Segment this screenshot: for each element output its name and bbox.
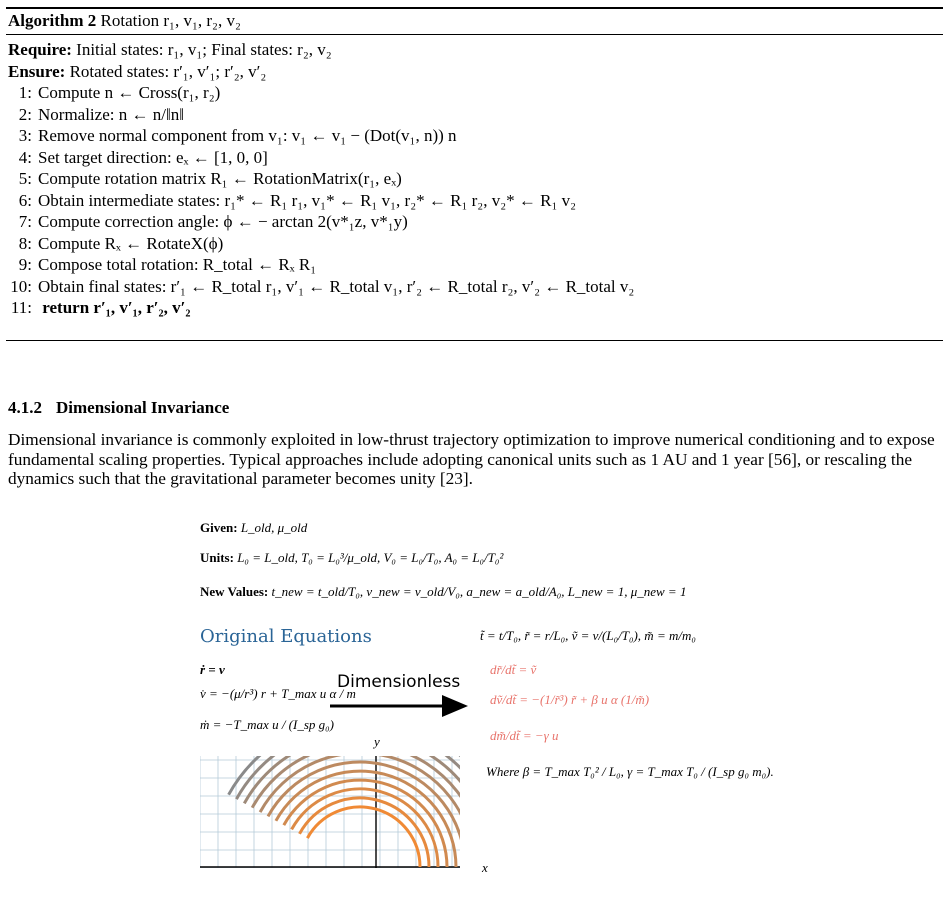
title-rule — [6, 34, 943, 35]
where-definitions: Where β = T_max T₀² / L₀, γ = T_max T₀ / (I_sp g₀ m₀). — [486, 764, 774, 779]
y-axis-label: y — [374, 734, 380, 749]
section-number: 4.1.2 — [8, 398, 42, 417]
step-text: Obtain intermediate states: r₁* ← R₁ r₁, v₁* ← R₁ v₁, r₂* ← R₁ r₂, v₂* ← R₁ v₂ — [38, 190, 577, 210]
algorithm-step — [8, 82, 634, 104]
step-number: 2: — [18, 104, 32, 124]
algorithm-name: Rotation r₁, v₁, r₂, v₂ — [100, 11, 241, 30]
step-number: 5: — [18, 169, 32, 188]
step-number: 3: — [18, 126, 32, 145]
new-values-row — [200, 584, 686, 600]
algorithm-title — [8, 11, 241, 31]
original-eq-mass: ṁ = −T_max u / (I_sp g₀) — [200, 717, 334, 732]
scaling-definitions: t̃ = t/T₀, r̃ = r/L₀, ṽ = v/(L₀/T₀), m̃ = m/m₀ — [480, 628, 696, 643]
section-heading — [8, 398, 243, 418]
given-label: Given: — [200, 520, 238, 535]
section-title: Dimensional Invariance — [56, 398, 230, 417]
step-text: Compose total rotation: R_total ← Rₓ R₁ — [38, 255, 317, 274]
original-eq-position: ṙ = v — [200, 662, 225, 677]
algorithm-step — [8, 211, 634, 233]
algorithm-step — [8, 104, 634, 126]
dimensionless-eq-mass: dm̃/dt̃ = −γ u — [490, 728, 559, 743]
algorithm-steps — [8, 82, 634, 297]
units-text: L₀ = L_old, T₀ = L₀³/μ_old, V₀ = L₀/T₀, A₀ = L₀/T₀² — [237, 550, 504, 565]
require-keyword: Require: — [8, 40, 72, 59]
dimensionless-eq-velocity: dṽ/dt̃ = −(1/r̃³) r̃ + β u α (1/m̃) — [490, 692, 650, 707]
dimensionless-label: Dimensionless — [337, 672, 461, 692]
algorithm-step — [8, 125, 634, 147]
algorithm-label: Algorithm 2 — [8, 11, 97, 30]
bottom-rule — [6, 340, 943, 341]
units-row — [200, 550, 503, 566]
step-number: 1: — [18, 83, 32, 102]
x-axis-label: x — [482, 860, 488, 875]
trajectory-plot — [200, 756, 460, 868]
return-keyword: return — [42, 298, 90, 317]
step-number: 6: — [18, 190, 32, 210]
given-row — [200, 520, 307, 536]
step-text: Normalize: n ← n/‖n‖ — [38, 104, 184, 124]
return-text: r′₁, v′₁, r′₂, v′₂ — [93, 298, 191, 317]
new-values-text: t_new = t_old/T₀, v_new = v_old/V₀, a_new = a_old/A₀, L_new = 1, μ_new = 1 — [271, 584, 687, 599]
step-text: Set target direction: eₓ ← [1, 0, 0] — [38, 147, 268, 167]
figure — [190, 512, 774, 882]
section-paragraph: Dimensional invariance is commonly exploited in low-thrust trajectory optimization to improve numerical conditioning and to expose fundamental scaling properties. Typical approaches include adopting canonical units such as 1 AU and 1 year [56], or rescaling the dynamics such that the gravitational parameter becomes unity [23]. — [8, 430, 935, 488]
step-text: Remove normal component from v₁: v₁ ← v₁ − (Dot(v₁, n)) n — [38, 126, 457, 145]
transform-arrow — [330, 692, 470, 722]
units-label: Units: — [200, 550, 234, 565]
step-text: Compute correction angle: ϕ ← − arctan 2(v*₁z, v*₁y) — [38, 212, 408, 231]
original-equations-title: Original Equations — [200, 626, 372, 647]
step-text: Compute n ← Cross(r₁, r₂) — [38, 83, 221, 102]
step-number: 7: — [18, 212, 32, 231]
step-text: Compute rotation matrix R₁ ← RotationMatrix(r₁, eₓ) — [38, 169, 402, 188]
ensure-keyword: Ensure: — [8, 61, 66, 81]
require-line — [8, 39, 634, 61]
algorithm-step — [8, 147, 634, 169]
step-number: 4: — [18, 147, 32, 167]
return-number: 11: — [10, 298, 32, 317]
algorithm-step — [8, 168, 634, 190]
return-line — [8, 297, 634, 319]
step-number: 9: — [18, 255, 32, 274]
require-text: Initial states: r₁, v₁; Final states: r₂, v₂ — [76, 40, 332, 59]
step-number: 8: — [18, 233, 32, 253]
algorithm-step — [8, 190, 634, 212]
new-values-label: New Values: — [200, 584, 269, 599]
given-text: L_old, μ_old — [240, 520, 308, 535]
dimensionless-eq-position: dr̃/dt̃ = ṽ — [490, 662, 537, 677]
trajectory-arc — [307, 807, 420, 867]
algorithm-step — [8, 233, 634, 255]
original-eq-velocity: v̇ = −(μ/r³) r + T_max u α / m — [200, 686, 356, 701]
step-text: Compute Rₓ ← RotateX(ϕ) — [38, 233, 224, 253]
algorithm-step — [8, 276, 634, 298]
algorithm-step — [8, 254, 634, 276]
step-text: Obtain final states: r′₁ ← R_total r₁, v′₁ ← R_total v₁, r′₂ ← R_total r₂, v′₂ ← R_total v₂ — [38, 276, 635, 296]
top-rule — [6, 7, 943, 9]
ensure-text: Rotated states: r′₁, v′₁; r′₂, v′₂ — [69, 61, 267, 81]
step-number: 10: — [10, 276, 32, 296]
algorithm-body — [8, 39, 634, 319]
ensure-line — [8, 61, 634, 83]
